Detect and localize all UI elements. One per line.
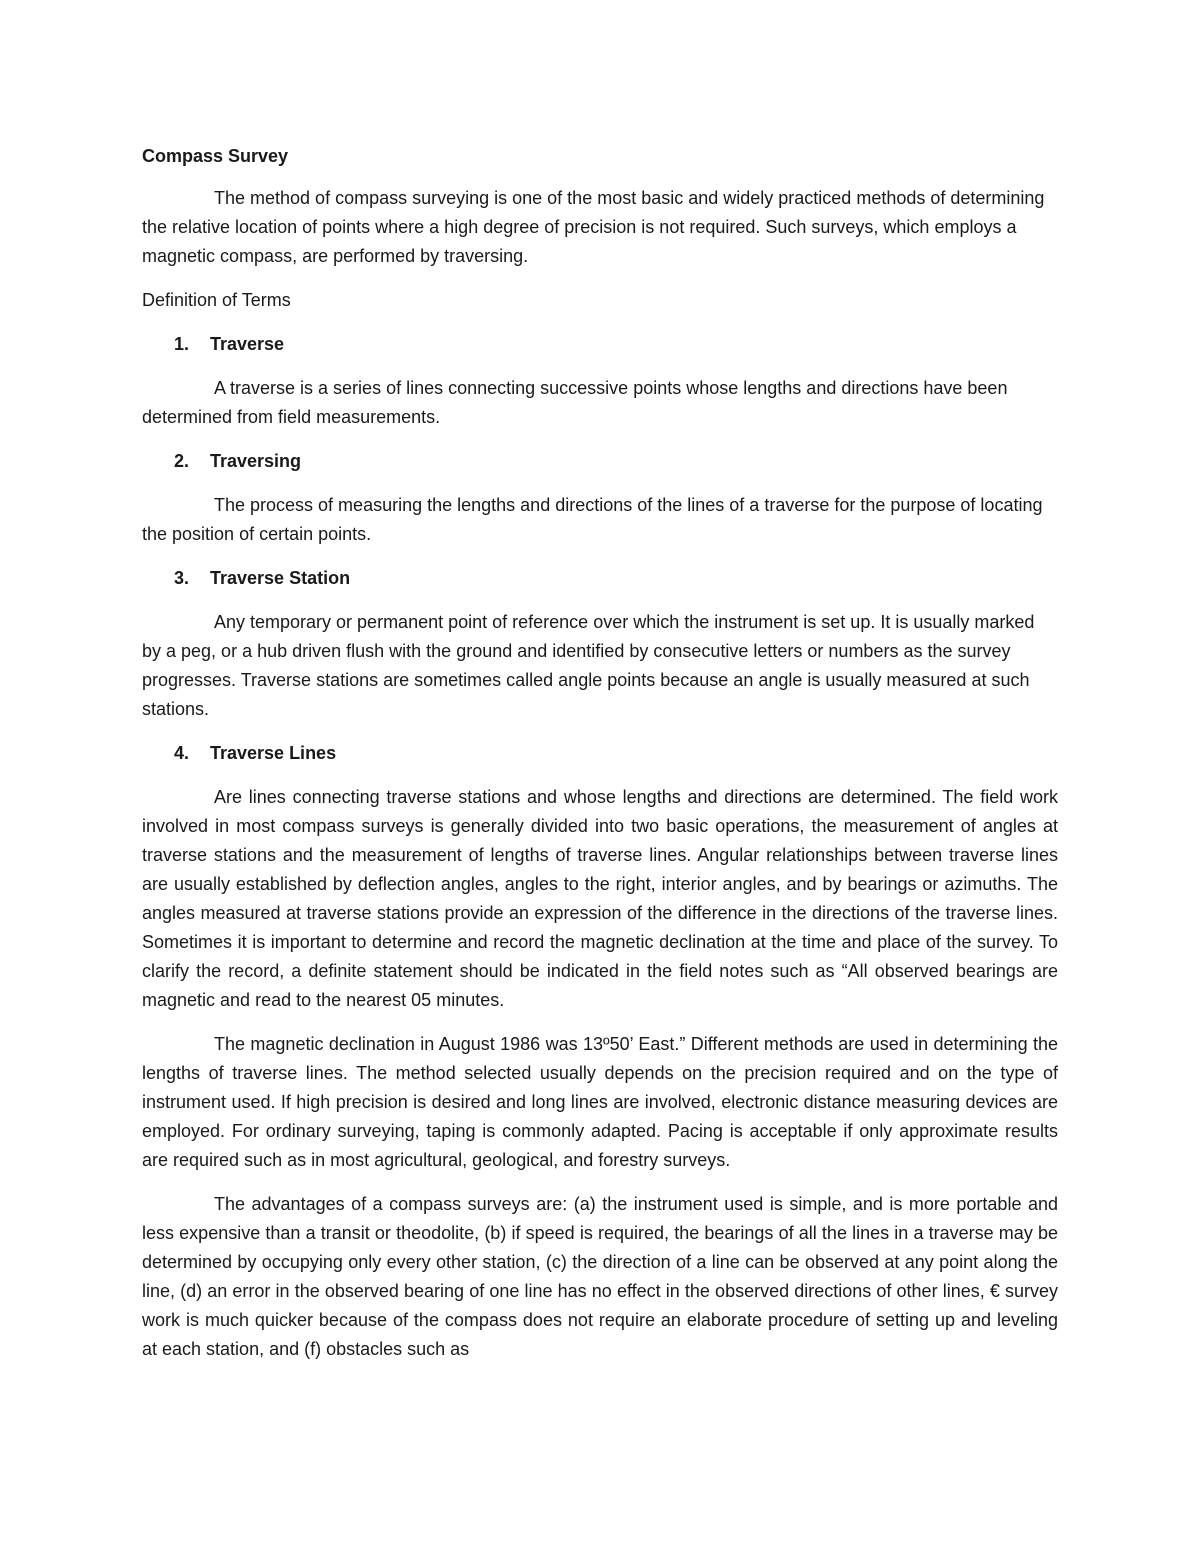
term-body-traverse-station: Any temporary or permanent point of reference over which the instrument is set up. It is usually marked by a peg, or a hub driven flush with the ground and identified by consecutive letters or numbers as the survey progresses. Traverse stations are sometimes called angle points because an angle is usually measured at such stations. [142,612,1035,719]
document-page [142,142,1058,1379]
term-number: 3. [174,568,190,588]
declination-paragraph: The magnetic declination in August 1986 was 13º50’ East.” Different methods are used in determining the lengths of traverse lines. The method selected usually depends on the precision required and on the type of instrument used. If high precision is desired and long lines are involved, electronic distance measuring devices are employed. For ordinary surveying, taping is commonly adapted. Pacing is acceptable if only approximate results are required such as in most agricultural, geological, and forestry surveys. [142,1034,1058,1170]
term-name: Traversing [210,451,302,471]
term-heading-traverse-station [142,564,1058,593]
intro-paragraph: The method of compass surveying is one of the most basic and widely practiced methods of determining the relative location of points where a high degree of precision is not required. Such surveys, which employs a magnetic compass, are performed by traversing. [142,188,1045,266]
term-heading-traverse-lines [142,739,1058,768]
document-title: Compass Survey [142,146,289,166]
definitions-label: Definition of Terms [142,290,291,310]
term-name: Traverse [210,334,285,354]
term-heading-traverse [142,330,1058,359]
term-body-traversing: The process of measuring the lengths and directions of the lines of a traverse for the purpose of locating the position of certain points. [142,495,1043,544]
term-number: 4. [174,743,190,763]
term-number: 1. [174,334,190,354]
term-body-traverse-lines: Are lines connecting traverse stations and whose lengths and directions are determined. The field work involved in most compass surveys is generally divided into two basic operations, the measurement of angles at traverse stations and the measurement of lengths of traverse lines. Angular relationships between traverse lines are usually established by deflection angles, angles to the right, interior angles, and by bearings or azimuths. The angles measured at traverse stations provide an expression of the difference in the directions of the traverse lines. Sometimes it is important to determine and record the magnetic declination at the time and place of the survey. To clarify the record, a definite statement should be indicated in the field notes such as “All observed bearings are magnetic and read to the nearest 05 minutes. [142,787,1058,1010]
term-name: Traverse Lines [210,743,337,763]
term-body-traverse: A traverse is a series of lines connecting successive points whose lengths and directions have been determined from field measurements. [142,378,1008,427]
term-number: 2. [174,451,190,471]
term-name: Traverse Station [210,568,351,588]
advantages-paragraph: The advantages of a compass surveys are: (a) the instrument used is simple, and is more portable and less expensive than a transit or theodolite, (b) if speed is required, the bearings of all the lines in a traverse may be determined by occupying only every other station, (c) the direction of a line can be observed at any point along the line, (d) an error in the observed bearing of one line has no effect in the observed directions of other lines, € survey work is much quicker because of the compass does not require an elaborate procedure of setting up and leveling at each station, and (f) obstacles such as [142,1194,1058,1359]
term-heading-traversing [142,447,1058,476]
